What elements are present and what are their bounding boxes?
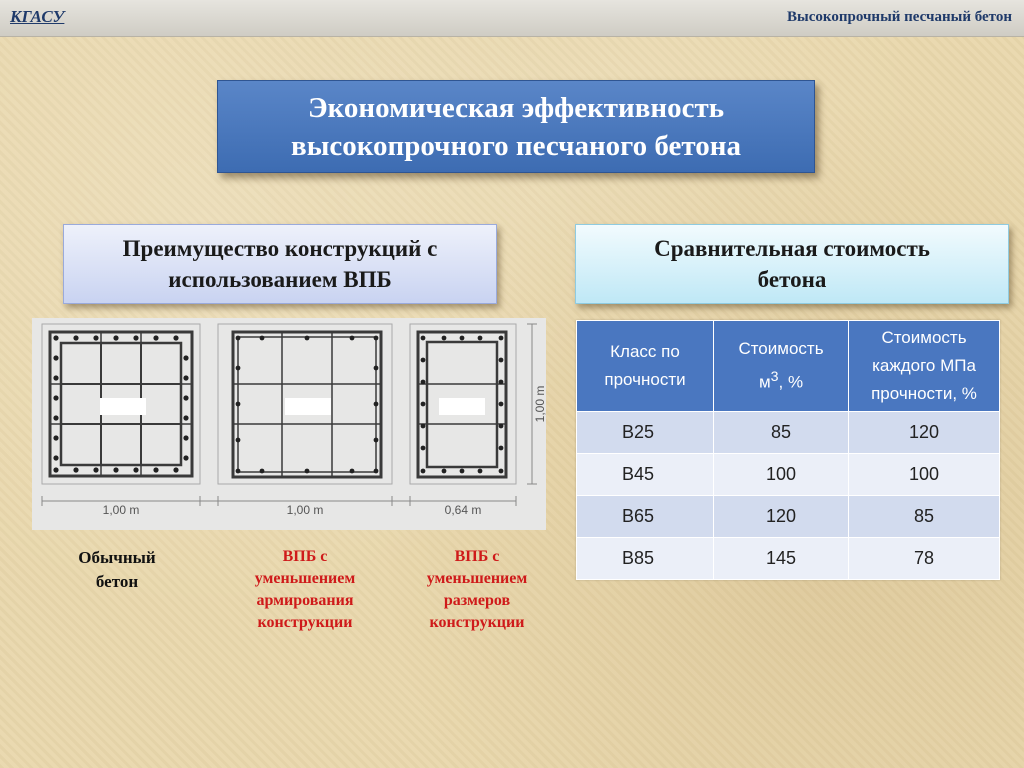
cost-heading-line-1: Сравнительная стоимость — [654, 236, 930, 261]
cell-class: В85 — [577, 538, 714, 580]
header-text: прочности — [604, 370, 686, 389]
header-text: , % — [778, 372, 804, 392]
slide-topic: Высокопрочный песчаный бетон — [787, 9, 1012, 25]
col-header-cost — [714, 321, 849, 412]
caption-line: конструкции — [257, 614, 353, 631]
top-bar — [0, 0, 1024, 37]
cell-cost: 100 — [714, 454, 849, 496]
logo: КГАСУ — [10, 7, 65, 26]
caption-line: размеров — [443, 592, 511, 609]
cell-cost: 145 — [714, 538, 849, 580]
header-sup: 3 — [770, 369, 779, 386]
slide-title — [217, 80, 815, 173]
cell-class: В45 — [577, 454, 714, 496]
table-header-row — [577, 321, 1000, 412]
advantages-heading-line-2: использованием ВПБ — [168, 267, 392, 292]
label-patch-2 — [285, 398, 331, 415]
caption-line: армирования — [256, 592, 354, 609]
header-text: Класс по — [610, 342, 680, 361]
dim-label-2: 1,00 m — [286, 503, 324, 517]
advantages-heading — [63, 224, 497, 304]
header-text: прочности, % — [871, 384, 977, 403]
title-line-1: Экономическая эффективность — [307, 92, 725, 124]
header-text: Стоимость — [738, 339, 824, 359]
caption-reduced-reinforcement — [230, 546, 380, 634]
label-patch-1 — [100, 398, 146, 415]
header-text: каждого МПа — [872, 356, 976, 375]
table-row — [577, 454, 1000, 496]
caption-line: уменьшением — [426, 570, 528, 587]
cell-per-mpa: 100 — [849, 454, 1000, 496]
caption-line: бетон — [95, 572, 139, 591]
dim-label-1: 1,00 m — [102, 503, 140, 517]
caption-ordinary-concrete — [62, 546, 172, 594]
col-header-class — [577, 321, 714, 412]
caption-line: уменьшением — [254, 570, 356, 587]
cell-per-mpa: 120 — [849, 412, 1000, 454]
cell-per-mpa: 78 — [849, 538, 1000, 580]
dim-label-3: 0,64 m — [444, 503, 482, 517]
table-row — [577, 412, 1000, 454]
header-text: м — [758, 372, 771, 392]
cost-heading-line-2: бетона — [757, 267, 827, 292]
caption-line: конструкции — [429, 614, 525, 631]
dim-label-height: 1,00 m — [533, 385, 546, 423]
table-row — [577, 496, 1000, 538]
cost-table — [576, 320, 1000, 580]
cross-section-drawing — [32, 318, 546, 530]
cell-cost: 120 — [714, 496, 849, 538]
caption-line: Обычный — [78, 548, 156, 567]
caption-reduced-size — [402, 546, 552, 634]
header-text: Стоимость — [881, 328, 967, 347]
title-line-2: высокопрочного песчаного бетона — [291, 130, 741, 162]
caption-line: ВПБ с — [454, 548, 500, 565]
cross-section-svg — [32, 318, 546, 530]
label-patch-3 — [439, 398, 485, 415]
cell-per-mpa: 85 — [849, 496, 1000, 538]
advantages-heading-line-1: Преимущество конструкций с — [122, 236, 438, 261]
cell-class: В65 — [577, 496, 714, 538]
caption-line: ВПБ с — [282, 548, 328, 565]
cell-cost: 85 — [714, 412, 849, 454]
table-row — [577, 538, 1000, 580]
cell-class: В25 — [577, 412, 714, 454]
col-header-cost-per-mpa — [849, 321, 1000, 412]
cost-heading — [575, 224, 1009, 304]
